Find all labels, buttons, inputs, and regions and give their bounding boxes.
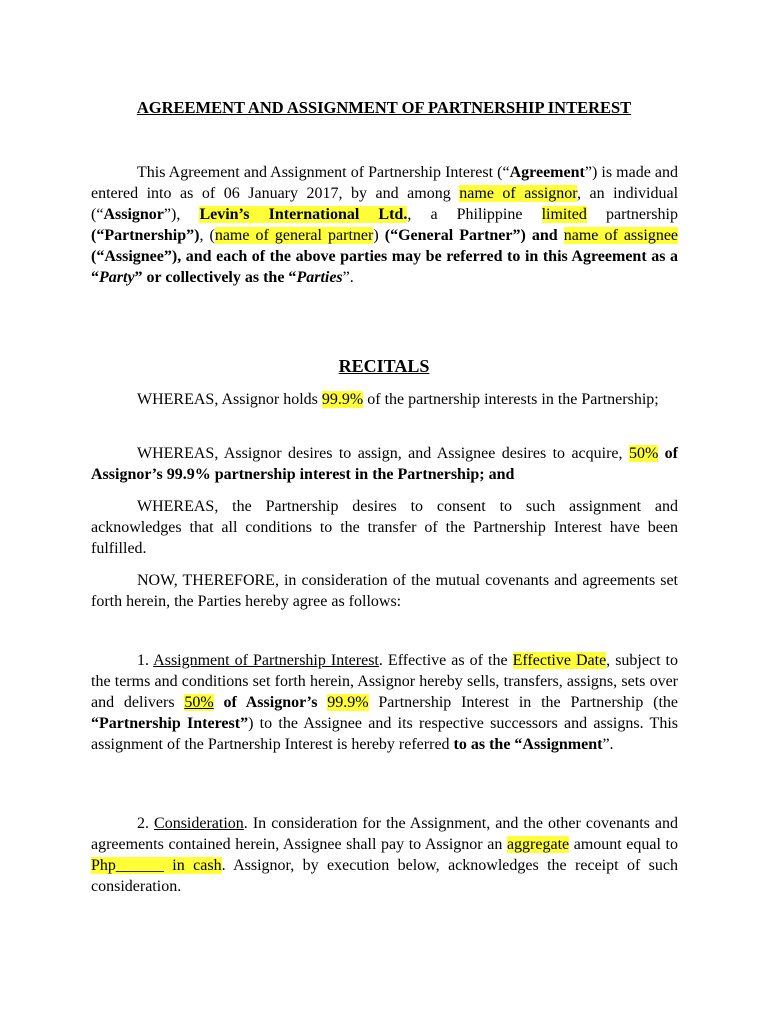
whereas-paragraph-1: WHEREAS, Assignor holds 99.9% of the partnership interests in the Partnership; — [137, 391, 659, 408]
amount-placeholder: Php______ in cash — [91, 857, 222, 874]
section-2-heading: Consideration — [154, 815, 244, 832]
percentage-highlight: 99.9% — [327, 694, 369, 711]
percentage-highlight: 99.9% — [321, 391, 364, 408]
recitals-heading: RECITALS — [338, 356, 430, 376]
section-1-heading: Assignment of Partnership Interest — [153, 652, 379, 669]
document-title: AGREEMENT AND ASSIGNMENT OF PARTNERSHIP INTEREST — [136, 98, 632, 117]
section-2-consideration: 2. Consideration. In consideration for the Assignment, and the other covenants and agreements contained herein, Assignee shall pay to Assignor an aggregate amount equal to Php______ in cash. Assignor, by execution below, acknowledges the receipt of such consideration. — [91, 815, 679, 895]
general-partner-placeholder: name of general partner — [214, 227, 374, 244]
limited-highlight: limited — [541, 206, 587, 223]
percentage-highlight: 50% — [628, 445, 659, 462]
percentage-highlight: 50% — [184, 694, 214, 711]
assignee-name-placeholder: name of assignee — [563, 227, 679, 244]
aggregate-highlight: aggregate — [506, 836, 570, 853]
assignor-name-placeholder: name of assignor — [459, 185, 577, 202]
intro-paragraph: This Agreement and Assignment of Partnership Interest (“Agreement”) is made and entered into as of 06 January 2017, by and among name of assignor, an individual (“Assignor”), Levin’s International Ltd., a Philippine limited partnership (“Partnership”), (name of general partner) (“General Partner”) and name of assignee (“Assignee”), and each of the above parties may be referred to in this Agreement as a “Party” or collectively as the “Parties”. — [91, 164, 679, 286]
whereas-paragraph-2: WHEREAS, Assignor desires to assign, and Assignee desires to acquire, 50% of Assignor’s 99.9% partnership interest in the Partnership; and — [91, 445, 678, 483]
whereas-paragraph-3: WHEREAS, the Partnership desires to consent to such assignment and acknowledges that all conditions to the transfer of the Partnership Interest have been fulfilled. — [91, 498, 678, 557]
partnership-name-highlight: Levin’s International Ltd. — [199, 206, 408, 223]
effective-date-highlight: Effective Date — [512, 652, 607, 669]
now-therefore-paragraph: NOW, THEREFORE, in consideration of the mutual covenants and agreements set forth herein, the Parties hereby agree as follows: — [91, 572, 678, 610]
section-1-assignment: 1. Assignment of Partnership Interest. Effective as of the Effective Date, subject to the terms and conditions set forth herein, Assignor hereby sells, transfers, assigns, sets over and delivers 50% of Assignor’s 99.9% Partnership Interest in the Partnership (the “Partnership Interest”) to the Assignee and its respective successors and assigns. This assignment of the Partnership Interest is hereby referred to as the “Assignment”. — [91, 652, 679, 753]
